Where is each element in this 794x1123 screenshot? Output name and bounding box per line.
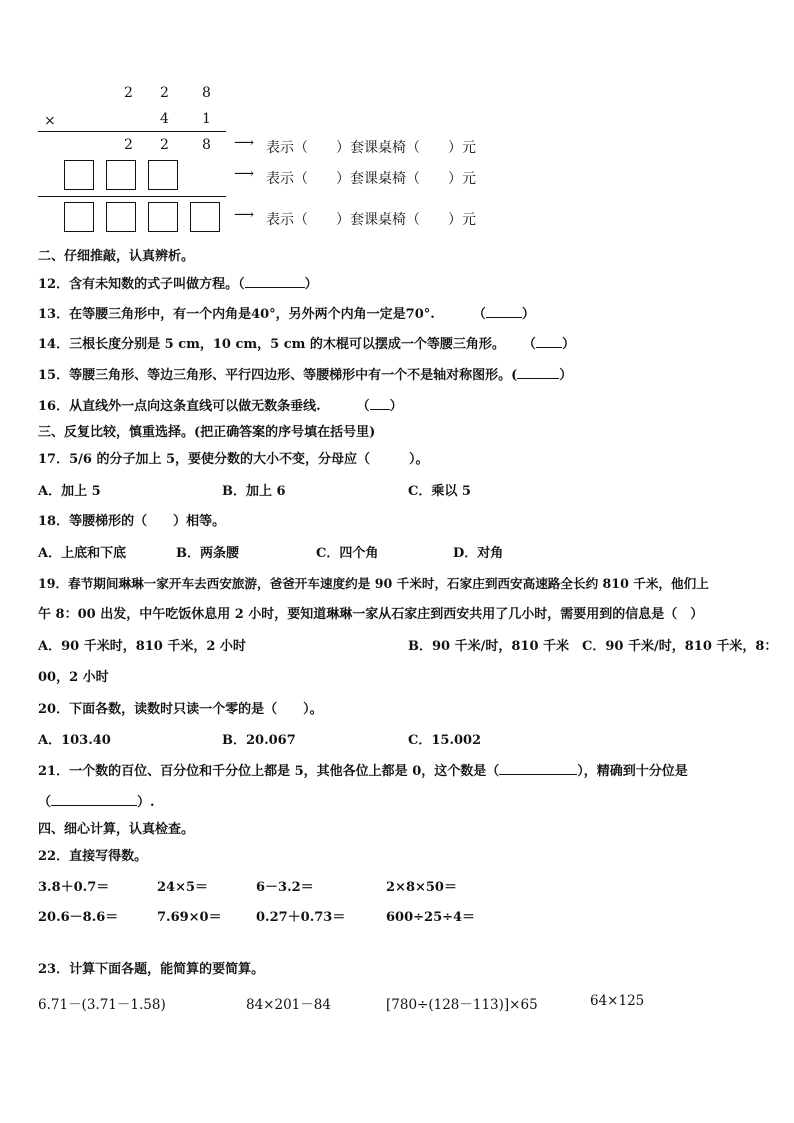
- answer-box[interactable]: [148, 202, 178, 232]
- digit: 2: [160, 137, 169, 153]
- answer-box[interactable]: [190, 202, 220, 232]
- annotation-text: 表示（ ）套课桌椅（ ）元: [266, 171, 476, 187]
- bracket: （: [38, 795, 52, 810]
- question-text: ），精确到十分位是: [577, 764, 688, 779]
- calc-item: 7.69×0＝: [157, 910, 222, 925]
- calc-item: 3.8＋0.7＝: [38, 880, 110, 895]
- calc-item: 600÷25÷4＝: [386, 910, 476, 925]
- question-21-line-2: [38, 791, 155, 810]
- times-sign: ×: [44, 113, 56, 129]
- calc-item: 0.27＋0.73＝: [256, 910, 346, 925]
- calc-expression: 6.71－(3.71－1.58): [38, 997, 166, 1013]
- bracket: （: [522, 337, 536, 352]
- digit: 8: [202, 85, 211, 101]
- annotation-text: 表示（ ）套课桌椅（ ）元: [266, 212, 476, 228]
- answer-box[interactable]: [64, 202, 94, 232]
- section-heading: 四、细心计算，认真检查。: [38, 822, 195, 837]
- question-23: 23．计算下面各题，能简算的要简算。: [38, 962, 265, 977]
- digit: 8: [202, 137, 211, 153]
- question-19-line-4: 00，2 小时: [38, 670, 109, 685]
- answer-blank[interactable]: [536, 347, 562, 348]
- calc-expression: 84×201－84: [246, 997, 331, 1013]
- calc-item: 24×5＝: [157, 880, 209, 895]
- digit: 1: [202, 111, 211, 127]
- question-text: 12．含有未知数的式子叫做方程。（: [38, 277, 245, 292]
- question-12: [38, 273, 318, 292]
- question-13: [38, 303, 535, 322]
- question-16: [38, 395, 403, 414]
- arrow-icon: ⟶: [234, 207, 255, 223]
- answer-box[interactable]: [148, 160, 178, 190]
- section-heading: 二、仔细推敲，认真辨析。: [38, 249, 195, 264]
- bracket: （: [472, 307, 486, 322]
- divider-line: [38, 196, 226, 197]
- option-b[interactable]: B．两条腰: [176, 546, 239, 561]
- arrow-icon: ⟶: [234, 135, 255, 151]
- bracket: ）: [561, 337, 575, 352]
- answer-box[interactable]: [106, 202, 136, 232]
- option-c[interactable]: C．乘以 5: [408, 484, 471, 499]
- question-18: 18．等腰梯形的（ ）相等。: [38, 514, 226, 529]
- calc-item: 2×8×50＝: [386, 880, 457, 895]
- answer-box[interactable]: [64, 160, 94, 190]
- answer-blank[interactable]: [499, 774, 577, 775]
- option-c[interactable]: C．四个角: [316, 546, 379, 561]
- bracket: ）: [559, 368, 573, 383]
- question-text: 14．三根长度分别是 5 cm，10 cm，5 cm 的木棍可以摆成一个等腰三角形。: [38, 337, 505, 352]
- bracket: （: [356, 399, 370, 414]
- option-a[interactable]: A．90 千米时，810 千米，2 小时: [38, 639, 246, 654]
- question-22: 22．直接写得数。: [38, 849, 148, 864]
- digit: 2: [160, 85, 169, 101]
- answer-box[interactable]: [106, 160, 136, 190]
- option-a[interactable]: A．103.40: [38, 733, 111, 748]
- question-14: [38, 333, 575, 352]
- option-d[interactable]: D．对角: [453, 546, 504, 561]
- answer-blank[interactable]: [486, 317, 522, 318]
- question-21-line-1: [38, 760, 688, 779]
- question-19-line-1: 19．春节期间琳琳一家开车去西安旅游，爸爸开车速度约是 90 千米时，石家庄到西安高速路全长约 810 千米，他们上: [38, 576, 709, 591]
- bracket: ）: [521, 307, 535, 322]
- section-heading: 三、反复比较，慎重选择。(把正确答案的序号填在括号里): [38, 425, 376, 440]
- question-15: [38, 364, 572, 383]
- option-b[interactable]: B．20.067: [222, 733, 296, 748]
- question-19-line-2: 午 8：00 出发，中午吃饭休息用 2 小时，要知道琳琳一家从石家庄到西安共用了几小时，需要用到的信息是（ ）: [38, 607, 704, 622]
- option-b[interactable]: B．加上 6: [222, 484, 286, 499]
- question-20: 20．下面各数，读数时只读一个零的是（ ）。: [38, 702, 323, 717]
- digit: 2: [124, 137, 133, 153]
- option-a[interactable]: A．加上 5: [38, 484, 101, 499]
- divider-line: [38, 131, 226, 132]
- annotation-text: 表示（ ）套课桌椅（ ）元: [266, 140, 476, 156]
- question-text: 21．一个数的百位、百分位和千分位上都是 5，其他各位上都是 0，这个数是（: [38, 764, 500, 779]
- answer-blank[interactable]: [51, 805, 137, 806]
- calc-item: 20.6－8.6＝: [38, 910, 119, 925]
- calc-expression: 64×125: [590, 993, 645, 1009]
- calc-item: 6－3.2＝: [256, 880, 314, 895]
- answer-blank[interactable]: [370, 409, 390, 410]
- question-text: 13．在等腰三角形中，有一个内角是40°，另外两个内角一定是70°.: [38, 307, 435, 322]
- bracket: ）.: [137, 795, 155, 810]
- bracket: ）: [389, 399, 403, 414]
- option-b-c[interactable]: B．90 千米/时，810 千米 C．90 千米/时，810 千米，8：: [408, 639, 778, 654]
- calc-expression: [780÷(128－113)]×65: [386, 997, 538, 1013]
- bracket: ）: [304, 277, 318, 292]
- option-c[interactable]: C．15.002: [408, 733, 482, 748]
- digit: 2: [124, 85, 133, 101]
- question-text: 15．等腰三角形、等边三角形、平行四边形、等腰梯形中有一个不是轴对称图形。(: [38, 368, 518, 383]
- answer-blank[interactable]: [517, 378, 559, 379]
- question-text: 16．从直线外一点向这条直线可以做无数条垂线.: [38, 399, 321, 414]
- question-17: 17．5/6 的分子加上 5，要使分数的大小不变，分母应（ ）。: [38, 452, 429, 467]
- option-a[interactable]: A．上底和下底: [38, 546, 127, 561]
- answer-blank[interactable]: [245, 287, 305, 288]
- digit: 4: [160, 111, 169, 127]
- arrow-icon: ⟶: [234, 166, 255, 182]
